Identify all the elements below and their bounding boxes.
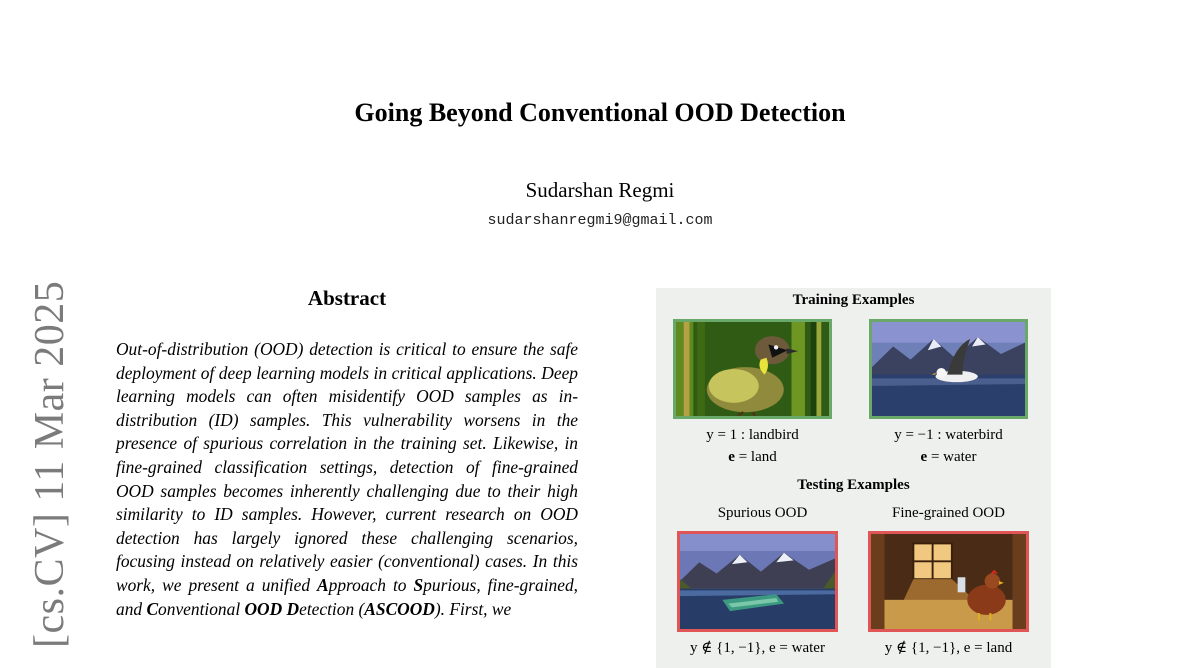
training-examples-heading: Training Examples [792, 292, 915, 308]
author-email: sudarshanregmi9@gmail.com [487, 212, 713, 229]
arxiv-stamp: [cs.CV] 11 Mar 2025 [27, 280, 73, 648]
spurious-ood-caption: y ∉ {1, −1}, e = water [690, 640, 825, 656]
abstract-emphasis: OOD [244, 598, 283, 619]
waterbird-caption-line2 [869, 449, 1028, 466]
fine-grained-ood-image [868, 531, 1029, 632]
abstract-emphasis: D [286, 598, 300, 619]
paper-title: Going Beyond Conventional OOD Detection [354, 98, 846, 127]
abstract-text: onventional [158, 598, 245, 619]
abstract-body [116, 338, 578, 621]
env-value: = land [734, 449, 777, 465]
abstract-emphasis: A [317, 574, 329, 595]
waterbird-caption-line1: y = −1 : waterbird [894, 427, 1003, 443]
env-variable: e [728, 449, 735, 465]
waterbird-image [869, 319, 1028, 419]
spurious-ood-label: Spurious OOD [717, 505, 808, 521]
abstract-heading: Abstract [307, 286, 387, 310]
landbird-caption-line1: y = 1 : landbird [706, 427, 799, 443]
abstract-text: etection ( [299, 598, 365, 619]
abstract-emphasis: C [146, 598, 159, 619]
abstract-text: purious, fine-grained, and [116, 574, 578, 619]
env-variable: e [920, 449, 928, 465]
env-value: = water [927, 449, 977, 465]
abstract-text: Out-of-distribution (OOD) detection is critical to ensure the safe deployment of deep learning models in critical applications. Deep learning models can often misidentify OOD samples as in-distribution (ID) samples. This vulnerability worsens in the presence of spurious correlation in the training set. Likewise, in fine-grained classification settings, detection of fine-grained OOD samples becomes inherently challenging due to their high similarity to ID samples. However, current research on OOD detection has largely ignored these challenging scenarios, focusing instead on relatively easier (conventional) cases. In this work, we present a unified [116, 339, 578, 595]
author-name: Sudarshan Regmi [525, 178, 675, 202]
testing-examples-heading: Testing Examples [797, 477, 910, 493]
landbird-image [673, 319, 832, 419]
fine-grained-ood-caption: y ∉ {1, −1}, e = land [884, 640, 1013, 656]
abstract-method-name: ASCOOD [364, 598, 435, 619]
landbird-caption-line2 [673, 449, 832, 466]
abstract-emphasis: S [413, 574, 424, 595]
spurious-ood-image [677, 531, 838, 632]
abstract-text: ). First, we [434, 598, 512, 619]
fine-grained-ood-label: Fine-grained OOD [892, 505, 1005, 521]
figure-panel [656, 288, 1051, 668]
abstract-text: pproach to [328, 574, 414, 595]
